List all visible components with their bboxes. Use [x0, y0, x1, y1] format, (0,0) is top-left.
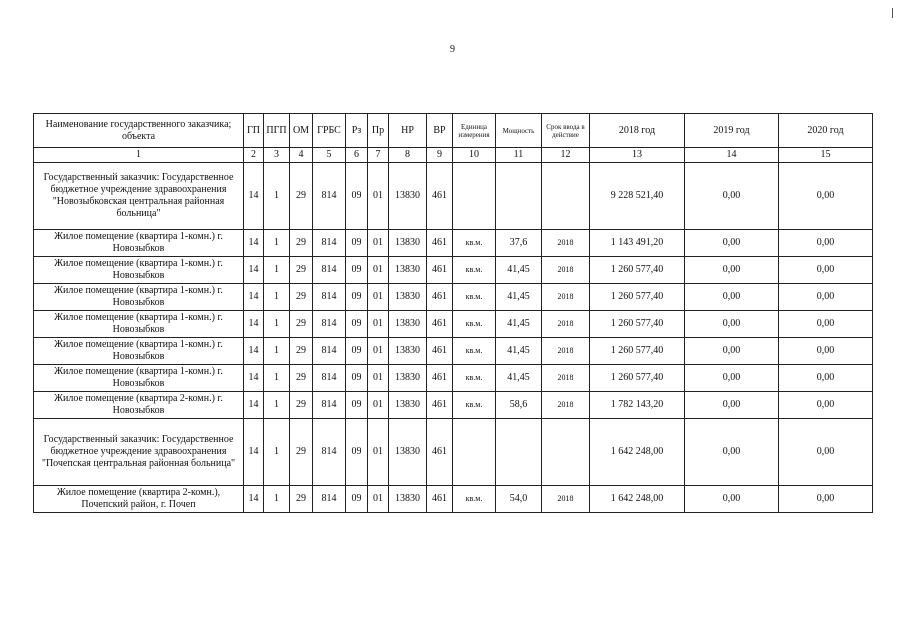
cell-object-name: Жилое помещение (квартира 1-комн.) г. Новозыбков: [34, 257, 244, 284]
col-header-gp: ГП: [244, 114, 264, 148]
column-number: 14: [685, 148, 779, 163]
cell-om: 29: [290, 392, 313, 419]
cell-amount-2020: 0,00: [779, 365, 873, 392]
cell-pr: 01: [368, 419, 389, 486]
cell-capacity: 41,45: [496, 257, 542, 284]
cell-gp: 14: [244, 419, 264, 486]
cell-vr: 461: [427, 338, 453, 365]
cell-nr: 13830: [389, 419, 427, 486]
table-row: [34, 257, 873, 284]
column-number: 10: [453, 148, 496, 163]
cell-amount-2019: 0,00: [685, 392, 779, 419]
cell-pgp: 1: [264, 365, 290, 392]
cell-gp: 14: [244, 365, 264, 392]
cell-gp: 14: [244, 257, 264, 284]
cell-amount-2020: 0,00: [779, 230, 873, 257]
cell-unit: кв.м.: [453, 230, 496, 257]
cell-amount-2020: 0,00: [779, 257, 873, 284]
cell-unit: [453, 419, 496, 486]
cell-gp: 14: [244, 392, 264, 419]
cell-pgp: 1: [264, 338, 290, 365]
cell-amount-2018: 1 260 577,40: [590, 284, 685, 311]
table-header: [34, 114, 873, 163]
table-row: [34, 338, 873, 365]
cell-amount-2020: 0,00: [779, 486, 873, 513]
table-row: [34, 486, 873, 513]
cell-grbs: 814: [313, 311, 346, 338]
cell-object-name: Жилое помещение (квартира 1-комн.) г. Новозыбков: [34, 365, 244, 392]
column-number: 2: [244, 148, 264, 163]
col-header-om: ОМ: [290, 114, 313, 148]
cell-amount-2018: 1 642 248,00: [590, 419, 685, 486]
cell-rz: 09: [346, 311, 368, 338]
cell-om: 29: [290, 257, 313, 284]
cell-grbs: 814: [313, 486, 346, 513]
cell-gp: 14: [244, 230, 264, 257]
cell-rz: 09: [346, 365, 368, 392]
cell-nr: 13830: [389, 257, 427, 284]
col-header-vr: ВР: [427, 114, 453, 148]
cell-unit: кв.м.: [453, 284, 496, 311]
cell-capacity: 41,45: [496, 365, 542, 392]
cell-commission-year: 2018: [542, 230, 590, 257]
cell-rz: 09: [346, 284, 368, 311]
cell-capacity: [496, 419, 542, 486]
column-number: 4: [290, 148, 313, 163]
cell-pgp: 1: [264, 486, 290, 513]
cell-vr: 461: [427, 419, 453, 486]
cell-object-name: Государственный заказчик: Государственное бюджетное учреждение здравоохранения "Почепская центральная районная больница": [34, 419, 244, 486]
column-number: 8: [389, 148, 427, 163]
cell-object-name: Жилое помещение (квартира 1-комн.) г. Новозыбков: [34, 230, 244, 257]
table-row: [34, 284, 873, 311]
cell-pr: 01: [368, 338, 389, 365]
cell-grbs: 814: [313, 284, 346, 311]
cell-grbs: 814: [313, 163, 346, 230]
table-body: [34, 163, 873, 513]
cell-commission-year: [542, 163, 590, 230]
cell-capacity: 58,6: [496, 392, 542, 419]
cell-nr: 13830: [389, 311, 427, 338]
col-header-2018: 2018 год: [590, 114, 685, 148]
cell-om: 29: [290, 419, 313, 486]
cell-rz: 09: [346, 163, 368, 230]
cell-unit: кв.м.: [453, 257, 496, 284]
column-number: 1: [34, 148, 244, 163]
cell-grbs: 814: [313, 392, 346, 419]
cell-vr: 461: [427, 163, 453, 230]
table-row: [34, 365, 873, 392]
cell-pr: 01: [368, 311, 389, 338]
cell-vr: 461: [427, 257, 453, 284]
cell-commission-year: 2018: [542, 392, 590, 419]
cell-grbs: 814: [313, 338, 346, 365]
cell-nr: 13830: [389, 392, 427, 419]
cell-nr: 13830: [389, 338, 427, 365]
cell-object-name: Жилое помещение (квартира 1-комн.) г. Новозыбков: [34, 311, 244, 338]
cell-pr: 01: [368, 486, 389, 513]
cell-amount-2018: 1 260 577,40: [590, 338, 685, 365]
cell-om: 29: [290, 230, 313, 257]
margin-mark: [892, 8, 893, 18]
column-number: 12: [542, 148, 590, 163]
cell-unit: [453, 163, 496, 230]
col-header-commission-date: Срок ввода в действие: [542, 114, 590, 148]
cell-unit: кв.м.: [453, 338, 496, 365]
cell-vr: 461: [427, 486, 453, 513]
cell-gp: 14: [244, 284, 264, 311]
table-row: [34, 311, 873, 338]
cell-pr: 01: [368, 392, 389, 419]
cell-commission-year: 2018: [542, 338, 590, 365]
cell-vr: 461: [427, 311, 453, 338]
col-header-name: Наименование государственного заказчика; объекта: [34, 114, 244, 148]
table-row: [34, 230, 873, 257]
cell-pgp: 1: [264, 257, 290, 284]
cell-unit: кв.м.: [453, 486, 496, 513]
col-header-nr: НР: [389, 114, 427, 148]
page-number: 9: [450, 44, 455, 55]
cell-unit: кв.м.: [453, 365, 496, 392]
cell-amount-2019: 0,00: [685, 419, 779, 486]
cell-vr: 461: [427, 230, 453, 257]
cell-amount-2020: 0,00: [779, 392, 873, 419]
column-number-row: [34, 148, 873, 163]
cell-pgp: 1: [264, 419, 290, 486]
customer-row: [34, 163, 873, 230]
column-number: 6: [346, 148, 368, 163]
cell-commission-year: [542, 419, 590, 486]
cell-object-name: Жилое помещение (квартира 1-комн.) г. Новозыбков: [34, 284, 244, 311]
cell-object-name: Государственный заказчик: Государственное бюджетное учреждение здравоохранения "Новозыбковская центральная районная больница": [34, 163, 244, 230]
cell-amount-2019: 0,00: [685, 257, 779, 284]
cell-amount-2020: 0,00: [779, 338, 873, 365]
column-number: 13: [590, 148, 685, 163]
cell-rz: 09: [346, 486, 368, 513]
cell-amount-2019: 0,00: [685, 311, 779, 338]
cell-amount-2018: 1 260 577,40: [590, 365, 685, 392]
cell-commission-year: 2018: [542, 486, 590, 513]
cell-amount-2019: 0,00: [685, 230, 779, 257]
cell-amount-2018: 1 143 491,20: [590, 230, 685, 257]
cell-nr: 13830: [389, 284, 427, 311]
cell-object-name: Жилое помещение (квартира 2-комн.) г. Новозыбков: [34, 392, 244, 419]
cell-grbs: 814: [313, 257, 346, 284]
cell-amount-2019: 0,00: [685, 365, 779, 392]
column-number: 11: [496, 148, 542, 163]
cell-amount-2018: 1 642 248,00: [590, 486, 685, 513]
cell-object-name: Жилое помещение (квартира 2-комн.), Почепский район, г. Почеп: [34, 486, 244, 513]
cell-pgp: 1: [264, 230, 290, 257]
cell-commission-year: 2018: [542, 365, 590, 392]
col-header-capacity: Мощность: [496, 114, 542, 148]
cell-capacity: 41,45: [496, 311, 542, 338]
cell-rz: 09: [346, 257, 368, 284]
cell-amount-2018: 1 260 577,40: [590, 257, 685, 284]
cell-amount-2020: 0,00: [779, 419, 873, 486]
col-header-pr: Пр: [368, 114, 389, 148]
column-number: 7: [368, 148, 389, 163]
col-header-rz: Рз: [346, 114, 368, 148]
cell-commission-year: 2018: [542, 284, 590, 311]
cell-vr: 461: [427, 284, 453, 311]
cell-capacity: 54,0: [496, 486, 542, 513]
cell-om: 29: [290, 486, 313, 513]
cell-nr: 13830: [389, 230, 427, 257]
cell-pgp: 1: [264, 392, 290, 419]
cell-amount-2019: 0,00: [685, 163, 779, 230]
cell-amount-2019: 0,00: [685, 284, 779, 311]
cell-gp: 14: [244, 486, 264, 513]
cell-amount-2018: 9 228 521,40: [590, 163, 685, 230]
cell-amount-2018: 1 782 143,20: [590, 392, 685, 419]
customer-row: [34, 419, 873, 486]
cell-rz: 09: [346, 392, 368, 419]
cell-pr: 01: [368, 365, 389, 392]
cell-pr: 01: [368, 230, 389, 257]
cell-om: 29: [290, 365, 313, 392]
column-number: 5: [313, 148, 346, 163]
cell-vr: 461: [427, 365, 453, 392]
cell-rz: 09: [346, 338, 368, 365]
cell-amount-2020: 0,00: [779, 311, 873, 338]
cell-grbs: 814: [313, 365, 346, 392]
cell-grbs: 814: [313, 230, 346, 257]
cell-gp: 14: [244, 311, 264, 338]
cell-gp: 14: [244, 163, 264, 230]
cell-pgp: 1: [264, 284, 290, 311]
cell-commission-year: 2018: [542, 257, 590, 284]
cell-unit: кв.м.: [453, 311, 496, 338]
cell-pgp: 1: [264, 311, 290, 338]
cell-rz: 09: [346, 419, 368, 486]
cell-grbs: 814: [313, 419, 346, 486]
cell-capacity: 37,6: [496, 230, 542, 257]
cell-commission-year: 2018: [542, 311, 590, 338]
cell-unit: кв.м.: [453, 392, 496, 419]
budget-table: [33, 113, 873, 513]
cell-amount-2019: 0,00: [685, 338, 779, 365]
cell-capacity: [496, 163, 542, 230]
cell-vr: 461: [427, 392, 453, 419]
cell-capacity: 41,45: [496, 284, 542, 311]
cell-amount-2020: 0,00: [779, 284, 873, 311]
col-header-grbs: ГРБС: [313, 114, 346, 148]
cell-om: 29: [290, 311, 313, 338]
col-header-2019: 2019 год: [685, 114, 779, 148]
cell-pgp: 1: [264, 163, 290, 230]
cell-pr: 01: [368, 163, 389, 230]
cell-amount-2018: 1 260 577,40: [590, 311, 685, 338]
column-number: 3: [264, 148, 290, 163]
cell-nr: 13830: [389, 365, 427, 392]
cell-pr: 01: [368, 257, 389, 284]
header-row: [34, 114, 873, 148]
table-row: [34, 392, 873, 419]
cell-pr: 01: [368, 284, 389, 311]
col-header-pgp: ПГП: [264, 114, 290, 148]
cell-om: 29: [290, 338, 313, 365]
cell-rz: 09: [346, 230, 368, 257]
cell-om: 29: [290, 284, 313, 311]
cell-amount-2020: 0,00: [779, 163, 873, 230]
cell-object-name: Жилое помещение (квартира 1-комн.) г. Новозыбков: [34, 338, 244, 365]
cell-om: 29: [290, 163, 313, 230]
col-header-unit: Единица измерения: [453, 114, 496, 148]
cell-nr: 13830: [389, 163, 427, 230]
column-number: 15: [779, 148, 873, 163]
cell-nr: 13830: [389, 486, 427, 513]
col-header-2020: 2020 год: [779, 114, 873, 148]
column-number: 9: [427, 148, 453, 163]
cell-amount-2019: 0,00: [685, 486, 779, 513]
cell-gp: 14: [244, 338, 264, 365]
cell-capacity: 41,45: [496, 338, 542, 365]
